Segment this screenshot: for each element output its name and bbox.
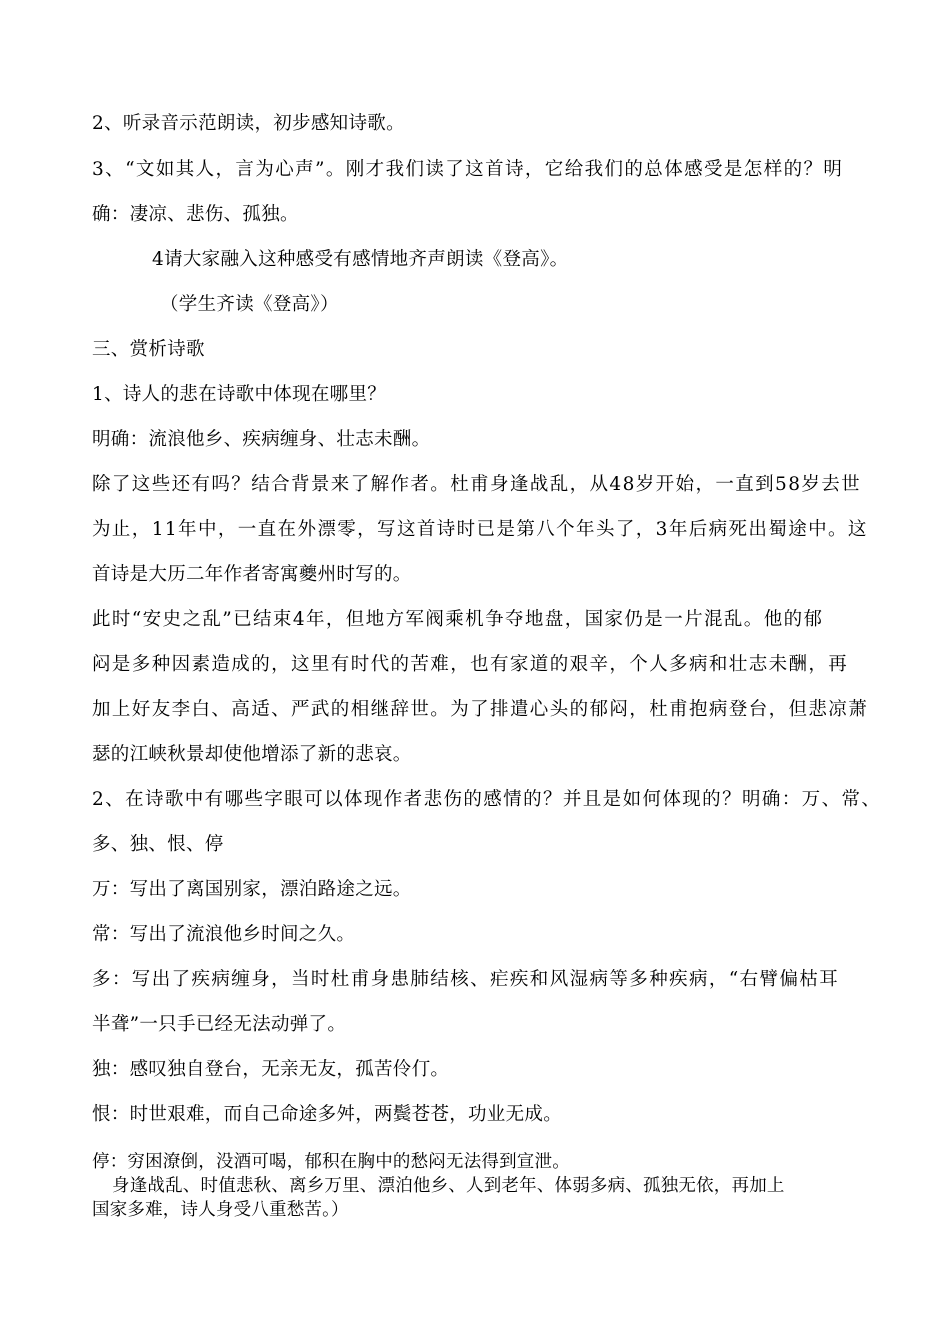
paragraph-line-10: 为止，11年中，一直在外漂零，写这首诗时已是第八个年头了，3年后病死出蜀途中。这 — [92, 519, 868, 540]
paragraph-line-14: 加上好友李白、高适、严武的相继辞世。为了排遣心头的郁闷，杜甫抱病登台，但悲凉萧 — [92, 699, 869, 720]
paragraph-line-2: 3、“文如其人，言为心声”。刚才我们读了这首诗，它给我们的总体感受是怎样的？明 — [92, 159, 844, 180]
paragraph-line-15: 瑟的江峡秋景却使他增添了新的悲哀。 — [92, 744, 412, 765]
paragraph-line-9: 除了这些还有吗？结合背景来了解作者。杜甫身逢战乱，从48岁开始，一直到58岁去世 — [92, 474, 862, 495]
item-wan: 万：写出了离国别家，漂泊路途之远。 — [92, 879, 412, 900]
summary-line-2: 国家多难，诗人身受八重愁苦。） — [92, 1200, 349, 1220]
summary-line-1: 身逢战乱、时值悲秋、离乡万里、漂泊他乡、人到老年、体弱多病、孤独无依，再加上 — [112, 1176, 785, 1196]
question-1: 1、诗人的悲在诗歌中体现在哪里？ — [92, 384, 387, 405]
paragraph-line-3: 确：凄凉、悲伤、孤独。 — [92, 204, 299, 225]
paragraph-line-1: 2、听录音示范朗读，初步感知诗歌。 — [92, 113, 405, 134]
item-hen: 恨：时世艰难，而自己命途多舛，两鬓苍苍，功业无成。 — [92, 1104, 563, 1125]
paragraph-line-11: 首诗是大历二年作者寄寓夔州时写的。 — [92, 564, 412, 585]
question-2-continued: 多、独、恨、停 — [92, 834, 224, 855]
item-ting: 停：穷困潦倒，没酒可喝，郁积在胸中的愁闷无法得到宣泄。 — [92, 1152, 570, 1172]
section-heading: 三、赏析诗歌 — [92, 339, 205, 360]
paragraph-line-13: 闷是多种因素造成的，这里有时代的苦难，也有家道的艰辛，个人多病和壮志未酬，再 — [92, 654, 849, 675]
question-2: 2、在诗歌中有哪些字眼可以体现作者悲伤的感情的？并且是如何体现的？明确：万、常、 — [92, 789, 882, 810]
item-du: 独：感叹独自登台，无亲无友，孤苦伶仃。 — [92, 1059, 450, 1080]
item-duo-continued: 半聋”一只手已经无法动弹了。 — [92, 1014, 347, 1035]
item-chang: 常：写出了流浪他乡时间之久。 — [92, 924, 356, 945]
paragraph-line-4: 4请大家融入这种感受有感情地齐声朗读《登高》。 — [152, 249, 569, 270]
paragraph-line-5: （学生齐读《登高》） — [160, 294, 339, 315]
paragraph-line-12: 此时“安史之乱”已结束4年，但地方军阀乘机争夺地盘，国家仍是一片混乱。他的郁 — [92, 609, 824, 630]
answer-1: 明确：流浪他乡、疾病缠身、壮志未酬。 — [92, 429, 431, 450]
item-duo: 多：写出了疾病缠身，当时杜甫身患肺结核、疟疾和风湿病等多种疾病，“右臂偏枯耳 — [92, 969, 840, 990]
